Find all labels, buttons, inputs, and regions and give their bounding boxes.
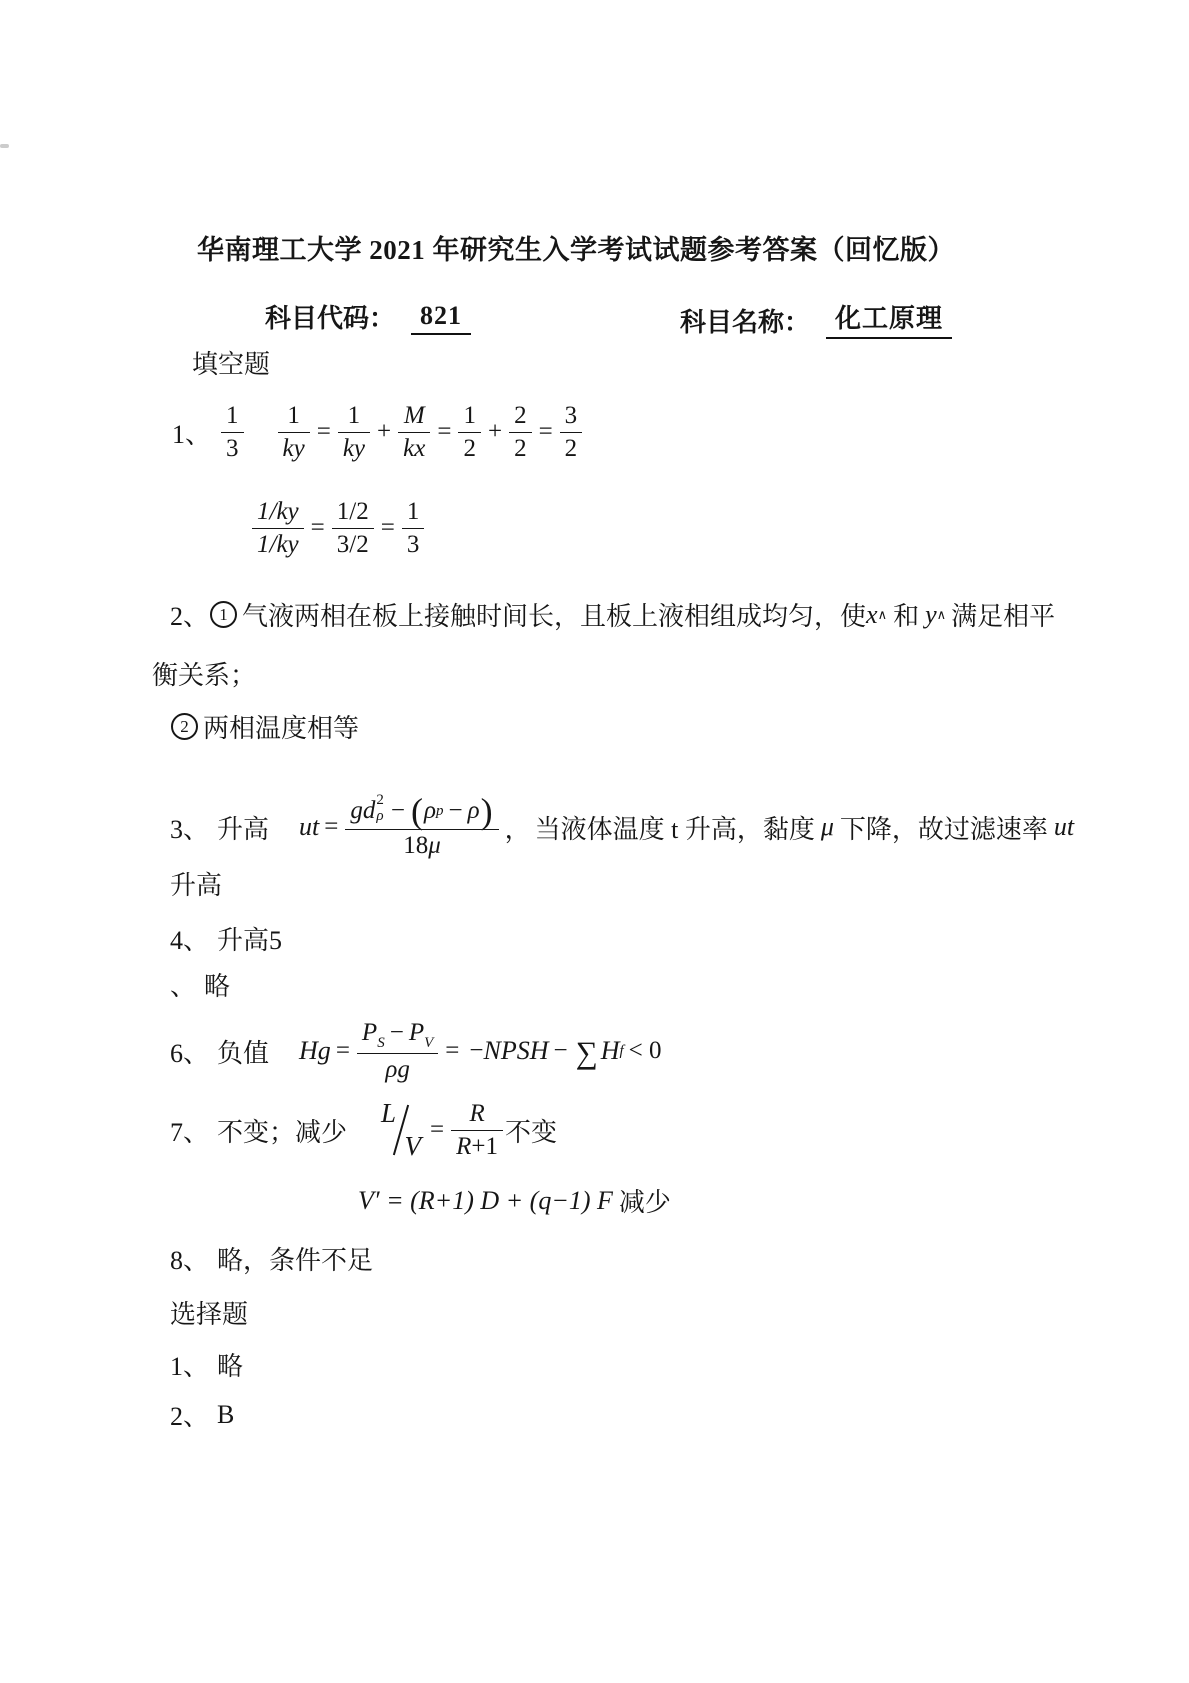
- q1-line1: [172, 402, 584, 462]
- fraction-denominator: 1/ky: [252, 528, 304, 559]
- minus-sign: −: [390, 797, 405, 824]
- equals-sign: =: [316, 418, 331, 445]
- q3-line2: [170, 865, 222, 902]
- fraction-numerator: 3: [564, 402, 578, 429]
- fraction-numerator: 1/ky: [257, 498, 299, 525]
- subscript-p: p: [435, 802, 444, 819]
- subscript-rho: ρ: [376, 807, 384, 824]
- var-ut-inline: ut: [1053, 812, 1075, 841]
- fraction-denominator: ρg: [357, 1053, 438, 1084]
- var-NPSH: NPSH: [483, 1036, 549, 1065]
- fraction-numerator: 1: [463, 402, 476, 429]
- fraction-numerator: [357, 1019, 438, 1054]
- fraction-numerator: M: [403, 402, 425, 429]
- fraction-numerator: 1: [287, 402, 300, 429]
- fraction-denominator: 2: [509, 432, 532, 463]
- equals-sign: =: [538, 418, 553, 445]
- q3-settling-velocity-fraction: [345, 791, 498, 859]
- fraction-numerator: R: [469, 1100, 485, 1127]
- subject-code-value: 821: [411, 301, 471, 335]
- q7-LV-ratio: [379, 1098, 423, 1161]
- q8-answer: 略，条件不足: [217, 1246, 374, 1275]
- q2-text-3: 衡关系；: [152, 661, 257, 690]
- var-P: P: [408, 1018, 425, 1046]
- plus-one: +1: [471, 1132, 499, 1160]
- scan-artifact-mark: [0, 144, 9, 148]
- q3-answer: 升高: [217, 814, 270, 844]
- q1-frac-3-2: [560, 402, 583, 462]
- var-x-subscript: ∧: [877, 606, 888, 622]
- q1-frac-2-2: [509, 402, 532, 462]
- var-P: P: [361, 1018, 378, 1046]
- q4-answer: 升高5: [217, 926, 283, 955]
- minus-sign: −: [553, 1037, 568, 1064]
- q1-ratio-values: [332, 498, 374, 558]
- q7-line1: [170, 1098, 557, 1162]
- q1-answer-fraction: [221, 402, 244, 462]
- circled-two: 2: [171, 713, 198, 740]
- q1-line2: [250, 496, 426, 560]
- q3-explanation-2: 下降，故过滤速率: [839, 814, 1048, 844]
- q7-line2: [358, 1182, 671, 1219]
- fraction-denominator: 2: [560, 432, 583, 463]
- q2-text-1: 气液两相在板上接触时间长，且板上液相组成均匀，使: [242, 602, 867, 631]
- circled-one: 1: [210, 601, 237, 628]
- var-V: V: [404, 1131, 422, 1161]
- minus-sign: −: [469, 1037, 484, 1064]
- q7-answer: 不变；减少: [217, 1117, 348, 1147]
- var-rho: ρ: [467, 797, 480, 824]
- q2-line3: [170, 708, 359, 745]
- q1-frac-M-kx: [398, 402, 430, 462]
- less-than-zero: < 0: [628, 1037, 662, 1064]
- q4-line: [170, 920, 282, 957]
- fraction-numerator: 2: [514, 402, 527, 429]
- q1-ratio-fraction: [252, 498, 304, 558]
- fraction-denominator: 2: [458, 432, 481, 463]
- choice1-number: 1、: [170, 1352, 210, 1381]
- choice1-answer: 略: [217, 1352, 244, 1381]
- equals-sign: =: [324, 813, 339, 840]
- subscript-V: V: [424, 1034, 434, 1051]
- section-choice-label: 选择题: [170, 1300, 249, 1329]
- q6-npsh-fraction: [357, 1019, 438, 1084]
- page-title: 华南理工大学 2021 年研究生入学考试试题参考答案（回忆版）: [197, 235, 955, 265]
- fraction-denominator: ky: [278, 432, 310, 463]
- sigma-symbol: ∑: [575, 1035, 598, 1070]
- q3-number: 3、: [170, 814, 210, 844]
- q4-number: 4、: [170, 926, 210, 955]
- subject-name-value: 化工原理: [826, 298, 952, 339]
- fraction-denominator: 3: [221, 432, 244, 463]
- q7-vapor-equation: V′ = (R+1) D + (q−1) F: [358, 1185, 613, 1215]
- minus-sign: −: [389, 1018, 404, 1046]
- var-rho-p: ρ: [423, 797, 436, 824]
- equals-sign: =: [380, 514, 395, 541]
- var-R: R: [456, 1132, 472, 1160]
- section-choice-heading: [170, 1294, 248, 1331]
- subject-code-label: 科目代码：: [265, 304, 396, 333]
- q3-line1: [170, 775, 1074, 879]
- q6-answer: 负值: [217, 1038, 270, 1068]
- var-L: L: [381, 1098, 397, 1128]
- fraction-denominator: kx: [398, 432, 430, 463]
- q8-line: [170, 1240, 373, 1277]
- q3-explanation-1: 当液体温度 t 升高，黏度: [534, 814, 815, 844]
- q7-number: 7、: [170, 1117, 210, 1147]
- close-paren: ): [480, 791, 493, 832]
- fraction-numerator: 1: [406, 498, 420, 525]
- q2-line1: [170, 596, 1055, 633]
- q3-continuation: 升高: [170, 871, 223, 900]
- var-gd: gd: [350, 797, 376, 824]
- q1-ratio-result: [402, 498, 425, 558]
- q7-reflux-fraction: [451, 1100, 503, 1160]
- exponent-2: 2: [376, 792, 384, 808]
- var-y: y: [925, 599, 937, 629]
- section-fill-blank-heading: [192, 344, 270, 381]
- fraction-numerator: [345, 791, 498, 832]
- fraction-denominator: 3/2: [332, 528, 374, 559]
- q5-line: [170, 966, 230, 1003]
- fraction-denominator: 3: [402, 528, 425, 559]
- fraction-denominator: [345, 829, 498, 860]
- plus-sign: +: [377, 418, 392, 445]
- q2-text-4: 两相温度相等: [203, 714, 360, 743]
- var-H: H: [600, 1036, 620, 1065]
- subject-code-group: [265, 298, 471, 335]
- equals-sign: =: [445, 1037, 460, 1064]
- open-paren: (: [410, 791, 423, 832]
- var-x: x: [866, 599, 878, 629]
- var-mu-inline: μ: [820, 812, 834, 841]
- subject-name-label: 科目名称：: [680, 308, 811, 337]
- plus-sign: +: [487, 418, 503, 445]
- var-ut: ut: [299, 812, 320, 841]
- comma: ，: [504, 814, 531, 844]
- var-mu: μ: [428, 831, 441, 859]
- equals-sign: =: [430, 1116, 445, 1143]
- fraction-numerator: 1: [226, 402, 239, 429]
- q1-frac-1-2: [458, 402, 481, 462]
- q7-decrease-note: 减少: [618, 1188, 671, 1217]
- fraction-numerator: 1: [347, 402, 361, 429]
- var-y-subscript: ∧: [936, 606, 947, 622]
- q5-number: 、: [170, 972, 197, 1001]
- choice-item-2: [170, 1396, 234, 1433]
- choice2-number: 2、: [170, 1402, 210, 1431]
- section-fill-blank-label: 填空题: [192, 350, 271, 379]
- equals-sign: =: [310, 514, 325, 541]
- q1-frac-1-ky: [278, 402, 310, 462]
- q8-number: 8、: [170, 1246, 210, 1275]
- subscript-S: S: [377, 1034, 385, 1051]
- equals-sign: =: [335, 1037, 350, 1064]
- var-Hg: Hg: [299, 1036, 331, 1065]
- q2-text-2: 满足相平: [951, 602, 1056, 631]
- q5-answer: 略: [204, 972, 231, 1001]
- num-18: 18: [403, 831, 429, 859]
- q6-number: 6、: [170, 1038, 210, 1068]
- q2-number: 2、: [170, 602, 210, 631]
- choice-item-1: [170, 1346, 243, 1383]
- q1-number: 1、: [172, 419, 212, 449]
- q7-unchanged-note: 不变: [505, 1117, 558, 1147]
- q2-text-and: 和: [893, 602, 920, 631]
- fraction-denominator: ky: [338, 432, 370, 463]
- q2-line2: [152, 655, 256, 692]
- subject-name-group: [680, 298, 952, 339]
- q1-frac-1-ky2: [338, 402, 370, 462]
- minus-sign: −: [448, 797, 463, 824]
- subject-row: [0, 298, 1189, 337]
- fraction-denominator: [451, 1130, 503, 1161]
- choice2-answer: B: [217, 1399, 235, 1429]
- q6-line: [170, 1018, 667, 1084]
- fraction-numerator: 1/2: [336, 498, 369, 525]
- superscript-subscript: [376, 793, 384, 825]
- subscript-f: f: [619, 1042, 624, 1059]
- equals-sign: =: [437, 418, 452, 445]
